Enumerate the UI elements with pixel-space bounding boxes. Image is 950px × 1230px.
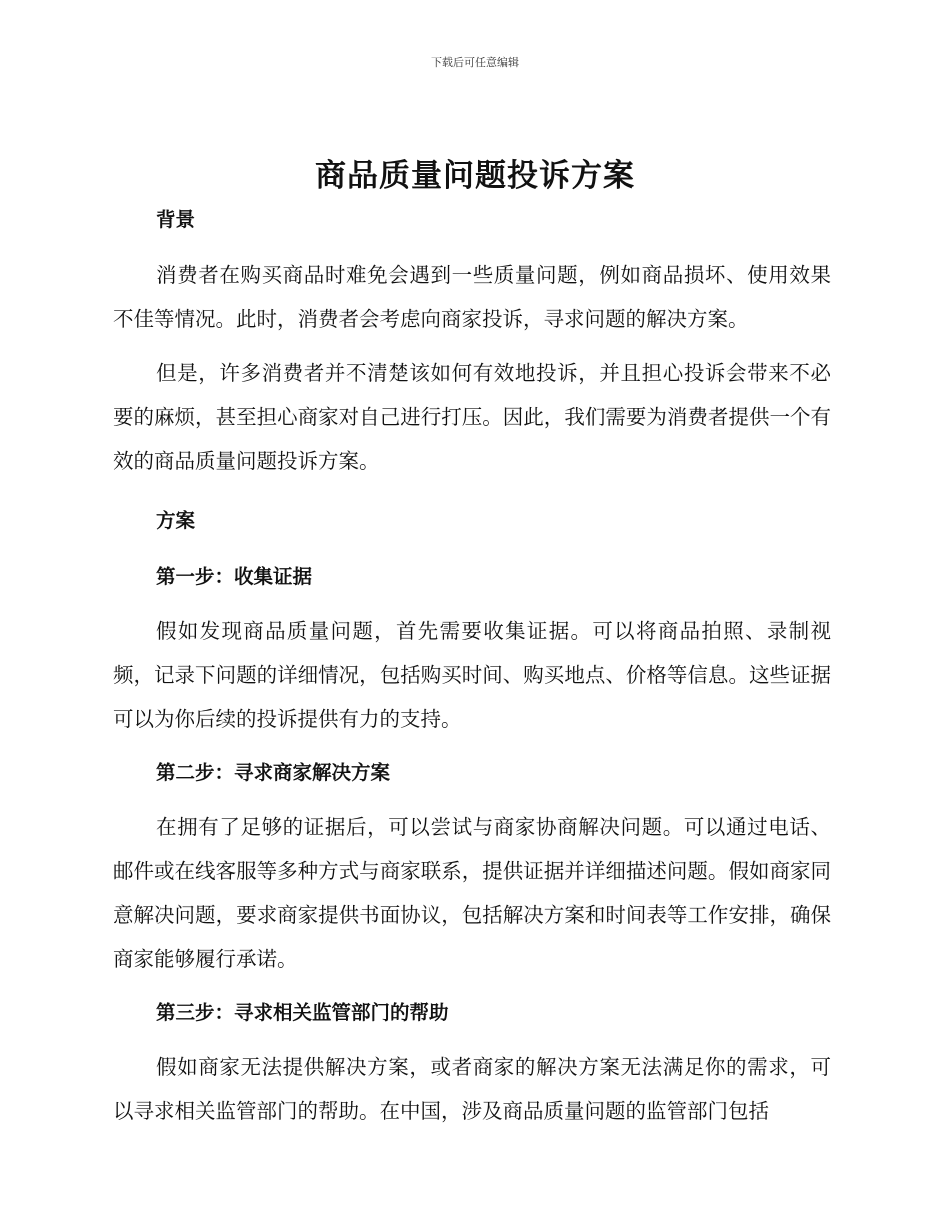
step2-heading: 第二步：寻求商家解决方案: [156, 761, 391, 784]
paragraph-step2: 在拥有了足够的证据后，可以尝试与商家协商解决问题。可以通过电话、邮件或在线客服等多种方式与商家联系，提供证据并详细描述问题。假如商家同意解决问题，要求商家提供书面协议，包括解决方案和时间表等工作安排，确保商家能够履行承诺。: [113, 815, 831, 971]
paragraph-step3: 假如商家无法提供解决方案，或者商家的解决方案无法满足你的需求，可以寻求相关监管部门的帮助。在中国，涉及商品质量问题的监管部门包括: [113, 1055, 831, 1123]
paragraph-background-1: 消费者在购买商品时难免会遇到一些质量问题，例如商品损坏、使用效果不佳等情况。此时，消费者会考虑向商家投诉，寻求问题的解决方案。: [113, 263, 831, 331]
paragraph-background-2: 但是，许多消费者并不清楚该如何有效地投诉，并且担心投诉会带来不必要的麻烦，甚至担心商家对自己进行打压。因此，我们需要为消费者提供一个有效的商品质量问题投诉方案。: [113, 361, 831, 473]
step1-heading: 第一步：收集证据: [156, 565, 313, 588]
section-heading-background: 背景: [156, 208, 196, 231]
document-body: [113, 200, 831, 1133]
document-title: 商品质量问题投诉方案: [315, 158, 635, 194]
paragraph-step1: 假如发现商品质量问题，首先需要收集证据。可以将商品拍照、录制视频，记录下问题的详细情况，包括购买时间、购买地点、价格等信息。这些证据可以为你后续的投诉提供有力的支持。: [113, 619, 831, 731]
header-note: 下载后可任意编辑: [431, 56, 519, 69]
section-heading-plan: 方案: [156, 509, 196, 532]
step3-heading: 第三步：寻求相关监管部门的帮助: [156, 1001, 449, 1024]
